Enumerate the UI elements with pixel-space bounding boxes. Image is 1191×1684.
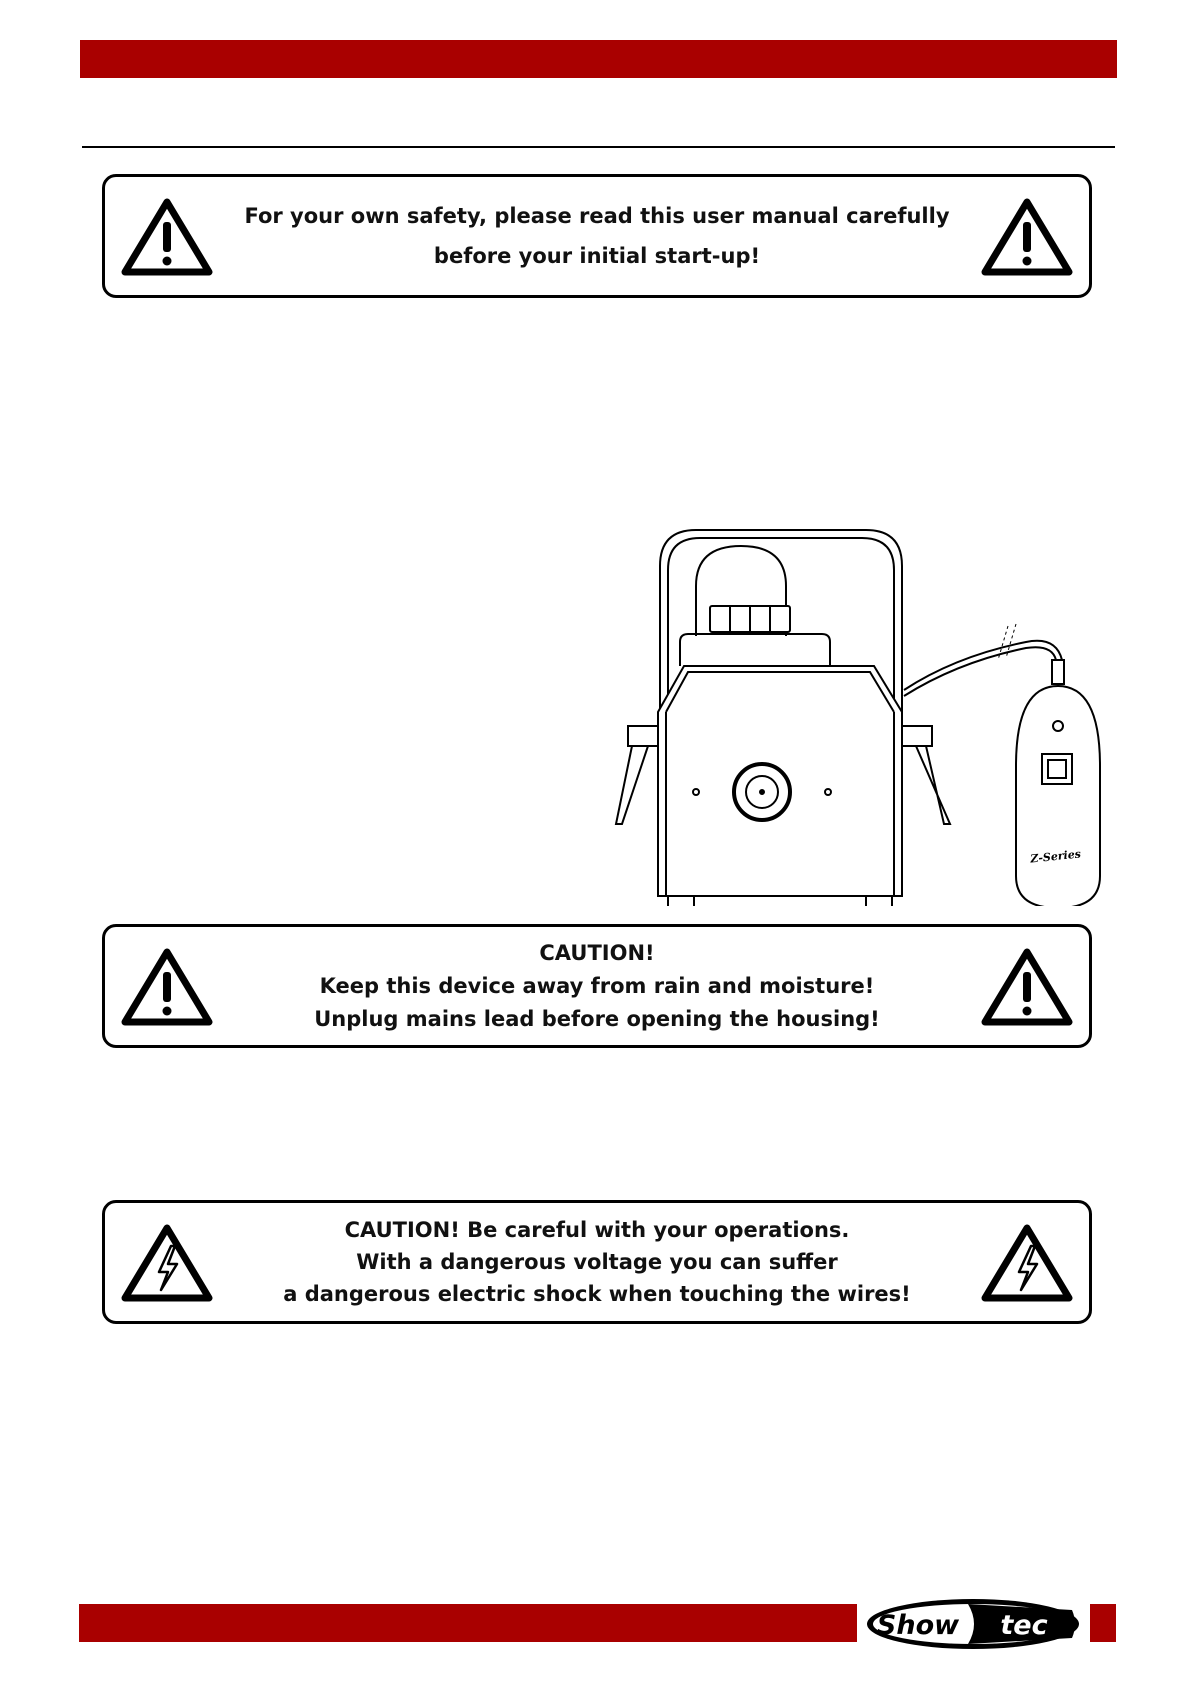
fog-machine-illustration bbox=[596, 526, 1106, 906]
showtec-logo bbox=[864, 1596, 1082, 1652]
remote-label: Z-Series bbox=[1029, 847, 1082, 866]
electric-shock-warning-icon bbox=[981, 1222, 1073, 1302]
caution-electric-line-1: CAUTION! Be careful with your operations. bbox=[344, 1218, 850, 1242]
footer-red-bar bbox=[79, 1604, 857, 1642]
footer-red-tab bbox=[1090, 1604, 1116, 1642]
exclamation-warning-icon bbox=[981, 946, 1073, 1026]
safety-notice-line-1: For your own safety, please read this user manual carefully bbox=[244, 204, 950, 228]
exclamation-warning-icon bbox=[121, 946, 213, 1026]
exclamation-warning-icon bbox=[121, 196, 213, 276]
electric-shock-warning-icon bbox=[121, 1222, 213, 1302]
caution-moisture-line-3: Unplug mains lead before opening the housing! bbox=[314, 1006, 880, 1031]
caution-moisture-line-2: Keep this device away from rain and moisture! bbox=[319, 973, 875, 998]
caution-electric-line-3: a dangerous electric shock when touching the wires! bbox=[283, 1282, 911, 1306]
logo-text-show: Show bbox=[876, 1610, 960, 1641]
safety-notice-line-2: before your initial start-up! bbox=[433, 244, 761, 268]
safety-notice-box bbox=[102, 174, 1092, 298]
caution-electric-box bbox=[102, 1200, 1092, 1324]
caution-moisture-line-1: CAUTION! bbox=[539, 940, 655, 965]
header-red-bar bbox=[80, 40, 1117, 78]
logo-text-tec: tec bbox=[1000, 1610, 1048, 1641]
header-rule bbox=[82, 146, 1115, 148]
exclamation-warning-icon bbox=[981, 196, 1073, 276]
caution-moisture-box bbox=[102, 924, 1092, 1048]
caution-electric-line-2: With a dangerous voltage you can suffer bbox=[356, 1250, 838, 1274]
